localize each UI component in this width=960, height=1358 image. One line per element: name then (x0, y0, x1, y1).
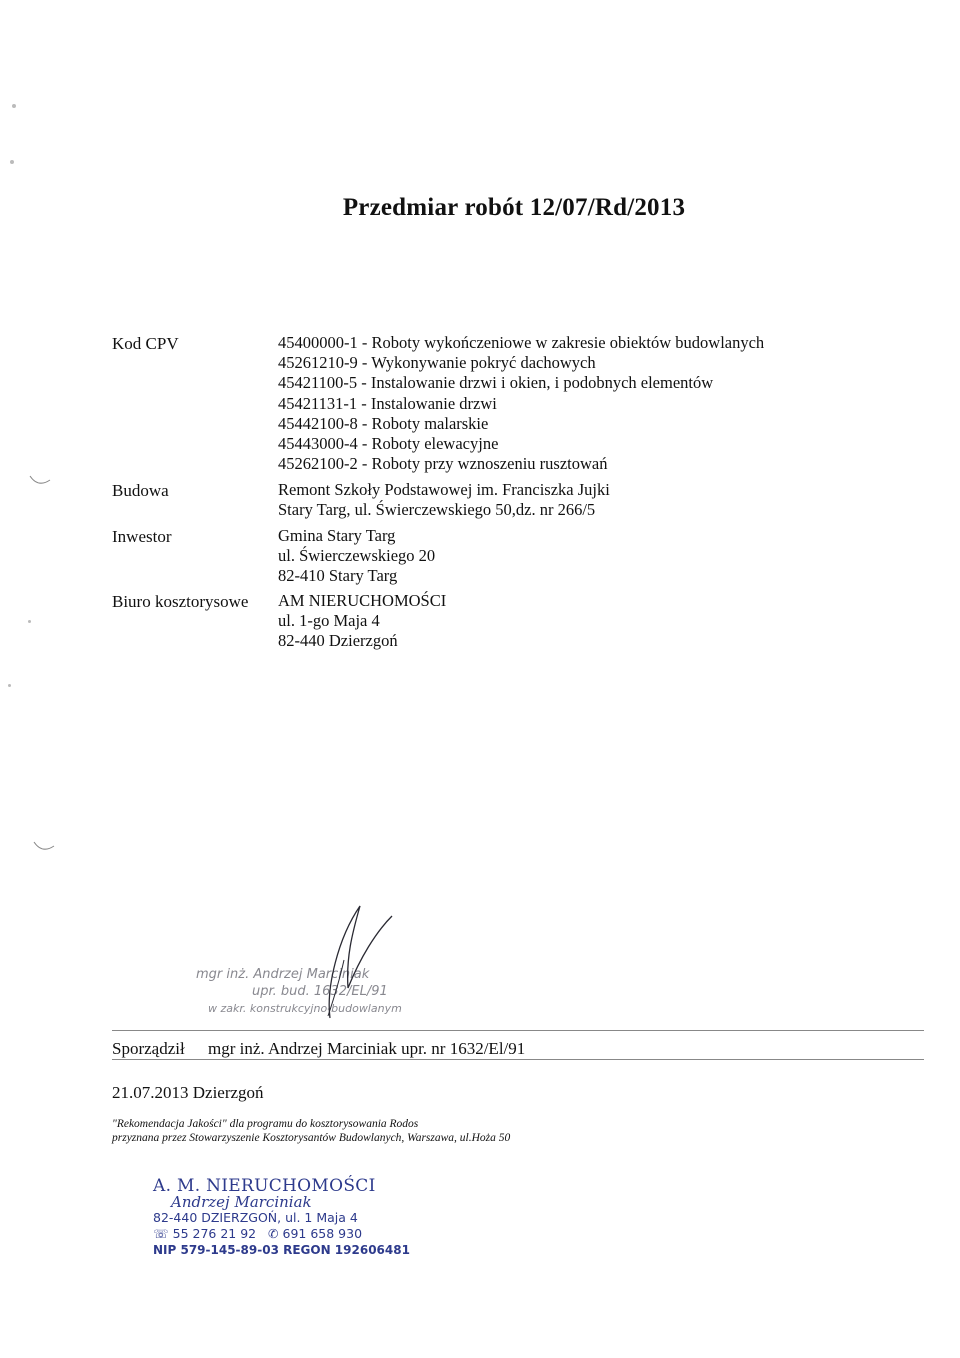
cpv-label: Kod CPV (112, 334, 179, 353)
cpv-item: 45262100-2 - Roboty przy wznoszeniu rusztowań (278, 454, 608, 474)
company-stamp (153, 1178, 410, 1258)
cpv-values (278, 333, 764, 474)
quality-note-line: "Rekomendacja Jakości" dla programu do kosztorysowania Rodos (112, 1118, 419, 1130)
cpv-item: 45261210-9 - Wykonywanie pokryć dachowych (278, 353, 596, 373)
prepared-by-label: Sporządził (112, 1039, 185, 1058)
engineer-stamp-scope: w zakr. konstrukcyjno-budowlanym (208, 1002, 402, 1015)
investor-label: Inwestor (112, 527, 172, 546)
date-place: 21.07.2013 Dzierzgoń (112, 1083, 264, 1102)
company-stamp-phones (153, 1226, 410, 1242)
quality-note (112, 1117, 510, 1145)
scan-speck (28, 620, 31, 623)
construction-label: Budowa (112, 481, 169, 500)
prepared-by-value: mgr inż. Andrzej Marciniak upr. nr 1632/El/91 (208, 1039, 526, 1058)
investor-line: ul. Świerczewskiego 20 (278, 546, 436, 566)
phone-icon: ☏ (153, 1226, 169, 1241)
construction-line: Remont Szkoły Podstawowej im. Franciszka Jujki (278, 480, 610, 499)
handwritten-signature (268, 898, 408, 1028)
divider-line (112, 1030, 924, 1031)
engineer-stamp-license: upr. bud. 1632/EL/91 (252, 984, 388, 999)
cpv-item: 45400000-1 - Roboty wykończeniowe w zakresie obiektów budowlanych (278, 333, 765, 352)
engineer-stamp-name: mgr inż. Andrzej Marciniak (196, 967, 370, 982)
company-stamp-address: 82-440 DZIERZGOŃ, ul. 1 Maja 4 (153, 1210, 358, 1225)
cpv-item: 45442100-8 - Roboty malarskie (278, 413, 489, 433)
cost-office-line: AM NIERUCHOMOŚCI (278, 591, 447, 610)
cpv-item: 45421100-5 - Instalowanie drzwi i okien, i podobnych elementów (278, 373, 714, 393)
company-stamp-owner: Andrzej Marciniak (171, 1193, 312, 1211)
page-title: Przedmiar robót 12/07/Rd/2013 (342, 194, 686, 221)
cpv-item: 45443000-4 - Roboty elewacyjne (278, 434, 499, 454)
investor-line: Gmina Stary Targ (278, 526, 396, 545)
company-stamp-phone: 55 276 21 92 (172, 1226, 257, 1241)
prepared-by (112, 1039, 526, 1059)
investor-values (278, 526, 435, 587)
mobile-icon: ✆ (268, 1226, 279, 1241)
cost-office-line: 82-440 Dzierzgoń (278, 631, 398, 651)
scan-speck (8, 684, 11, 687)
company-stamp-tax-ids: NIP 579-145-89-03 REGON 192606481 (153, 1243, 410, 1257)
construction-values (278, 480, 610, 520)
cost-office-label: Biuro kosztorysowe (112, 592, 249, 611)
cpv-item: 45421131-1 - Instalowanie drzwi (278, 393, 497, 413)
company-stamp-mobile: 691 658 930 (282, 1226, 363, 1241)
cost-office-values (278, 591, 446, 652)
scan-speck (10, 160, 14, 164)
cost-office-line: ul. 1-go Maja 4 (278, 611, 380, 631)
investor-line: 82-410 Stary Targ (278, 566, 398, 586)
construction-line: Stary Targ, ul. Świerczewskiego 50,dz. nr 266/5 (278, 500, 596, 520)
scan-speck (12, 104, 16, 108)
company-stamp-name: A. M. NIERUCHOMOŚCI (153, 1176, 376, 1196)
quality-note-line: przyznana przez Stowarzyszenie Kosztorysantów Budowlanych, Warszawa, ul.Hoża 50 (112, 1132, 511, 1144)
punch-hole-mark (28, 472, 52, 492)
punch-hole-mark (32, 838, 56, 858)
divider-line (112, 1059, 924, 1060)
